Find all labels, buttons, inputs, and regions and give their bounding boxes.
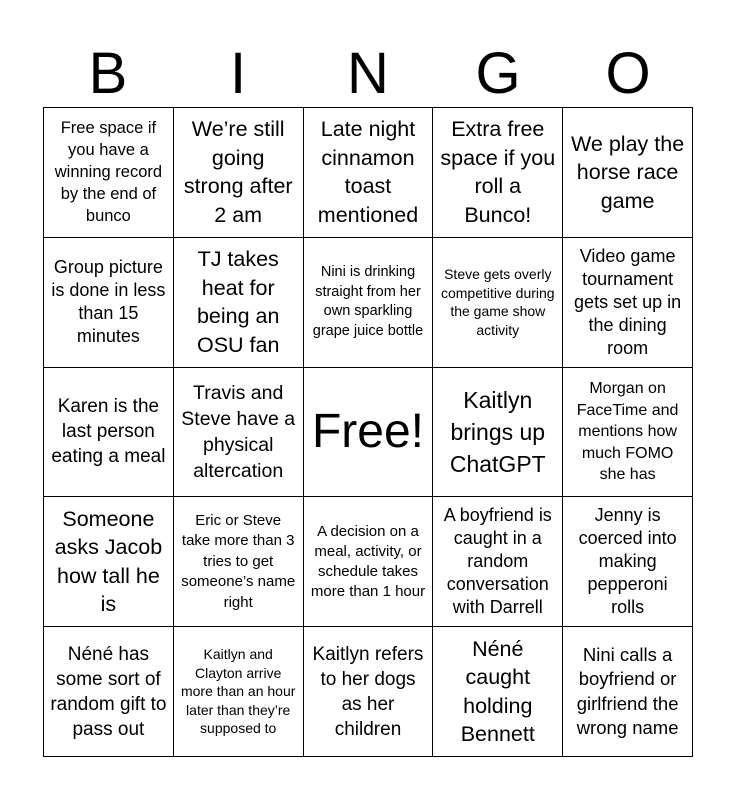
bingo-cell-r3-c1[interactable]	[44, 368, 174, 498]
bingo-cell-r4-c4[interactable]	[433, 497, 563, 627]
cell-text: A boyfriend is caught in a random conversation with Darrell	[443, 505, 552, 618]
cell-text: Someone asks Jacob how tall he is	[54, 506, 163, 617]
cell-text: Jenny is coerced into making pepperoni rolls	[578, 505, 677, 618]
cell-text: Nini is drinking straight from her own sparkling grape juice bottle	[312, 264, 424, 339]
cell-text: Kaitlyn and Clayton arrive more than an hour later than they’re supposed to	[180, 646, 296, 737]
bingo-cell-r2-c3[interactable]	[304, 238, 434, 368]
bingo-cell-r1-c2[interactable]	[174, 108, 304, 238]
bingo-cell-r2-c5[interactable]	[563, 238, 693, 368]
bingo-cell-r4-c5[interactable]	[563, 497, 693, 627]
free-space-cell[interactable]	[304, 368, 434, 498]
bingo-cell-r5-c1[interactable]	[44, 627, 174, 757]
cell-text: Néné caught holding Bennett	[460, 636, 535, 747]
bingo-cell-r2-c1[interactable]	[44, 238, 174, 368]
header-letter-o: O	[605, 41, 651, 106]
cell-text: Late night cinnamon toast mentioned	[317, 117, 419, 227]
bingo-cell-r5-c3[interactable]	[304, 627, 434, 757]
cell-text: Karen is the last person eating a meal	[51, 396, 166, 468]
cell-text: Extra free space if you roll a Bunco!	[440, 117, 556, 227]
bingo-cell-r1-c1[interactable]	[44, 108, 174, 238]
cell-text: Video game tournament gets set up in the dining room	[574, 245, 682, 358]
bingo-cell-r5-c5[interactable]	[563, 627, 693, 757]
cell-text: Free space if you have a winning record by the end of bunco	[54, 119, 163, 226]
bingo-cell-r3-c5[interactable]	[563, 368, 693, 498]
bingo-cell-r4-c1[interactable]	[44, 497, 174, 627]
bingo-cell-r2-c4[interactable]	[433, 238, 563, 368]
bingo-cell-r4-c3[interactable]	[304, 497, 434, 627]
bingo-board	[43, 107, 693, 757]
header-letter-b: B	[88, 41, 128, 106]
cell-text: Steve gets overly competitive during the game show activity	[440, 266, 555, 338]
cell-text: We’re still going strong after 2 am	[183, 117, 293, 227]
cell-text: Nini calls a boyfriend or girlfriend the wrong name	[576, 643, 679, 739]
cell-text: Morgan on FaceTime and mentions how much FOMO she has	[576, 380, 679, 484]
bingo-cell-r1-c5[interactable]	[563, 108, 693, 238]
cell-text: TJ takes heat for being an OSU fan	[196, 247, 280, 357]
cell-text: A decision on a meal, activity, or schedule takes more than 1 hour	[310, 522, 426, 600]
cell-text: Group picture is done in less than 15 minutes	[51, 257, 166, 347]
bingo-cell-r5-c2[interactable]	[174, 627, 304, 757]
bingo-cell-r1-c3[interactable]	[304, 108, 434, 238]
bingo-cell-r3-c2[interactable]	[174, 368, 304, 498]
cell-text: Kaitlyn brings up ChatGPT	[449, 386, 546, 477]
cell-text: Eric or Steve take more than 3 tries to get someone’s name right	[181, 511, 296, 611]
bingo-cell-r2-c2[interactable]	[174, 238, 304, 368]
bingo-cell-r3-c4[interactable]	[433, 368, 563, 498]
free-space-label: Free!	[311, 404, 424, 458]
header-letter-n: N	[347, 41, 389, 106]
cell-text: We play the horse race game	[571, 131, 685, 213]
header-letter-i: I	[229, 41, 247, 106]
bingo-cell-r1-c4[interactable]	[433, 108, 563, 238]
header-letter-g: G	[475, 41, 521, 106]
bingo-header	[43, 42, 693, 106]
cell-text: Kaitlyn refers to her dogs as her children	[312, 643, 424, 740]
cell-text: Néné has some sort of random gift to pass out	[50, 643, 167, 740]
bingo-cell-r4-c2[interactable]	[174, 497, 304, 627]
bingo-cell-r5-c4[interactable]	[433, 627, 563, 757]
cell-text: Travis and Steve have a physical altercation	[181, 381, 296, 482]
